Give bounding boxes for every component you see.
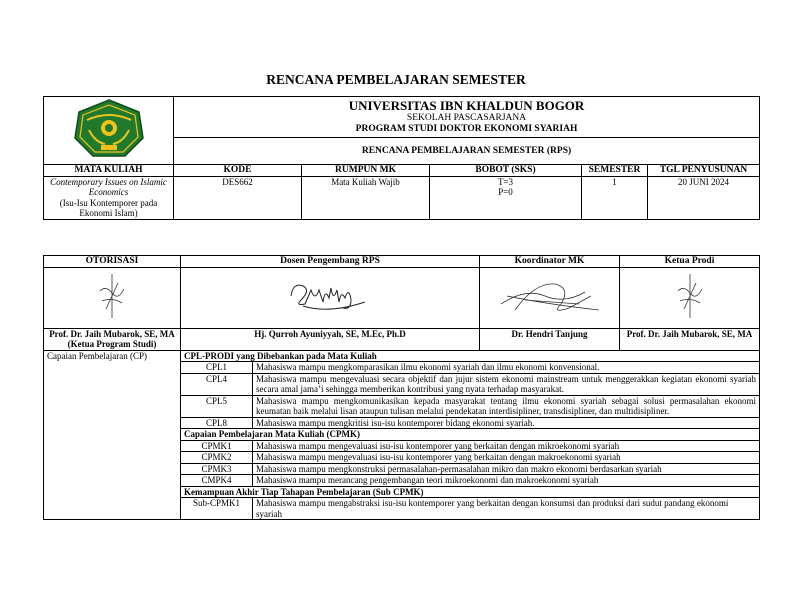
- cpmk-code: CMPK4: [181, 475, 253, 487]
- signature-otorisasi-image: [92, 271, 132, 321]
- rps-header-table: [43, 96, 760, 220]
- col-mata-kuliah: MATA KULIAH: [44, 165, 174, 177]
- name-otorisasi: Prof. Dr. Jaih Mubarok, SE, MA: [49, 328, 175, 339]
- name-otorisasi-cell: [44, 328, 181, 350]
- signature-koordinator-image: [495, 274, 605, 318]
- school-name: SEKOLAH PASCASARJANA: [406, 113, 527, 123]
- cpl-code: CPL1: [181, 362, 253, 374]
- authorization-table: [43, 255, 760, 520]
- role-koordinator: Koordinator MK: [480, 256, 620, 268]
- university-block: [174, 97, 760, 138]
- col-rumpun: RUMPUN MK: [302, 165, 430, 177]
- cpl-code: CPL4: [181, 373, 253, 395]
- role-ketua: Ketua Prodi: [620, 256, 760, 268]
- course-name-english: Contemporary Issues on Islamic Economics: [50, 176, 167, 197]
- signature-dosen: [181, 267, 480, 328]
- role-dosen: Dosen Pengembang RPS: [181, 256, 480, 268]
- col-bobot: BOBOT (SKS): [430, 165, 582, 177]
- sub-cpmk-text: Mahasiswa mampu mengabstraksi isu-isu kontemporer yang berkaitan dengan konsumsi dan produksi dari sudut pandang ekonomi syariah: [253, 498, 760, 520]
- otorisasi-role: (Ketua Program Studi): [67, 339, 157, 349]
- col-tgl: TGL PENYUSUNAN: [648, 165, 760, 177]
- cpl-code: CPL5: [181, 395, 253, 417]
- course-code: DES662: [174, 176, 302, 219]
- signature-ketua: [620, 267, 760, 328]
- cpmk-text: Mahasiswa mampu merancang pengembangan teori mikroekonomi dan makroekonomi syariah: [253, 475, 760, 487]
- cpl-text: Mahasiswa mampu mengkomunikasikan kepada masyarakat tentang ilmu ekonomi syariah sebagai solusi permasalahan ekonomi keumatan baik melalui lisan ataupun tulisan melalui pendekatan interdisipliner, transdisipliner, dan multidisipliner.: [253, 395, 760, 417]
- document-title: RENCANA PEMBELAJARAN SEMESTER: [266, 72, 526, 87]
- signature-koordinator: [480, 267, 620, 328]
- cp-label: Capaian Pembelajaran (CP): [44, 350, 181, 520]
- cpmk-code: CPMK2: [181, 452, 253, 464]
- course-name-cell: [44, 176, 174, 219]
- signature-ketua-image: [670, 271, 710, 321]
- rps-title: RENCANA PEMBELAJARAN SEMESTER (RPS): [174, 138, 760, 165]
- course-rumpun: Mata Kuliah Wajib: [302, 176, 430, 219]
- cpl-text: Mahasiswa mampu mengkritisi isu-isu kontemporer bidang ekonomi syariah.: [253, 417, 760, 429]
- name-ketua: Prof. Dr. Jaih Mubarok, SE, MA: [620, 328, 760, 350]
- course-name-local: (Isu-Isu Kontemporer pada Ekonomi Islam): [59, 197, 158, 218]
- university-name: UNIVERSITAS IBN KHALDUN BOGOR: [348, 98, 585, 113]
- col-semester: SEMESTER: [582, 165, 648, 177]
- cpl-text: Mahasiswa mampu mengevaluasi secara objektif dan jujur sistem ekonomi mainstream untuk menggerakkan kegiatan ekonomi syariah secara amal jama’i sehingga memberikan kontribusi yang nyata terhadap masyarakat.: [253, 373, 760, 395]
- bobot-teori: T=3: [497, 176, 514, 187]
- university-logo: [73, 98, 145, 160]
- cpmk-code: CPMK1: [181, 440, 253, 452]
- course-semester: 1: [582, 176, 648, 219]
- program-name: PROGRAM STUDI DOKTOR EKONOMI SYARIAH: [355, 124, 578, 134]
- course-date: 20 JUNI 2024: [648, 176, 760, 219]
- col-kode: KODE: [174, 165, 302, 177]
- logo-cell: [44, 97, 174, 165]
- cpl-code: CPL8: [181, 417, 253, 429]
- sub-cpmk-code: Sub-CPMK1: [181, 498, 253, 520]
- cpl-heading: CPL-PRODI yang Dibebankan pada Mata Kuliah: [181, 350, 760, 362]
- cpl-text: Mahasiswa mampu mengkomparasikan ilmu ekonomi syariah dan ilmu ekonomi konvensional.: [253, 362, 760, 374]
- name-dosen: Hj. Qurroh Ayuniyyah, SE, M.Ec, Ph.D: [181, 328, 480, 350]
- signature-otorisasi: [44, 267, 181, 328]
- signature-dosen-image: [285, 276, 375, 316]
- cpmk-text: Mahasiswa mampu mengevaluasi isu-isu kontemporer yang berkaitan dengan mikroekonomi syariah: [253, 440, 760, 452]
- cpmk-text: Mahasiswa mampu mengevaluasi isu-isu kontemporer yang berkaitan dengan makroekonomi syariah: [253, 452, 760, 464]
- sub-cpmk-heading: Kemampuan Akhir Tiap Tahapan Pembelajaran (Sub CPMK): [181, 486, 760, 498]
- cpmk-heading: Capaian Pembelajaran Mata Kuliah (CPMK): [181, 429, 760, 441]
- name-koordinator: Dr. Hendri Tanjung: [480, 328, 620, 350]
- cpmk-text: Mahasiswa mampu mengkonstruksi permasalahan-permasalahan mikro dan makro ekonomi berdasarkan syariah: [253, 463, 760, 475]
- otorisasi-label: OTORISASI: [44, 256, 181, 268]
- cpmk-code: CPMK3: [181, 463, 253, 475]
- course-bobot: [430, 176, 582, 219]
- bobot-praktik: P=0: [498, 187, 513, 197]
